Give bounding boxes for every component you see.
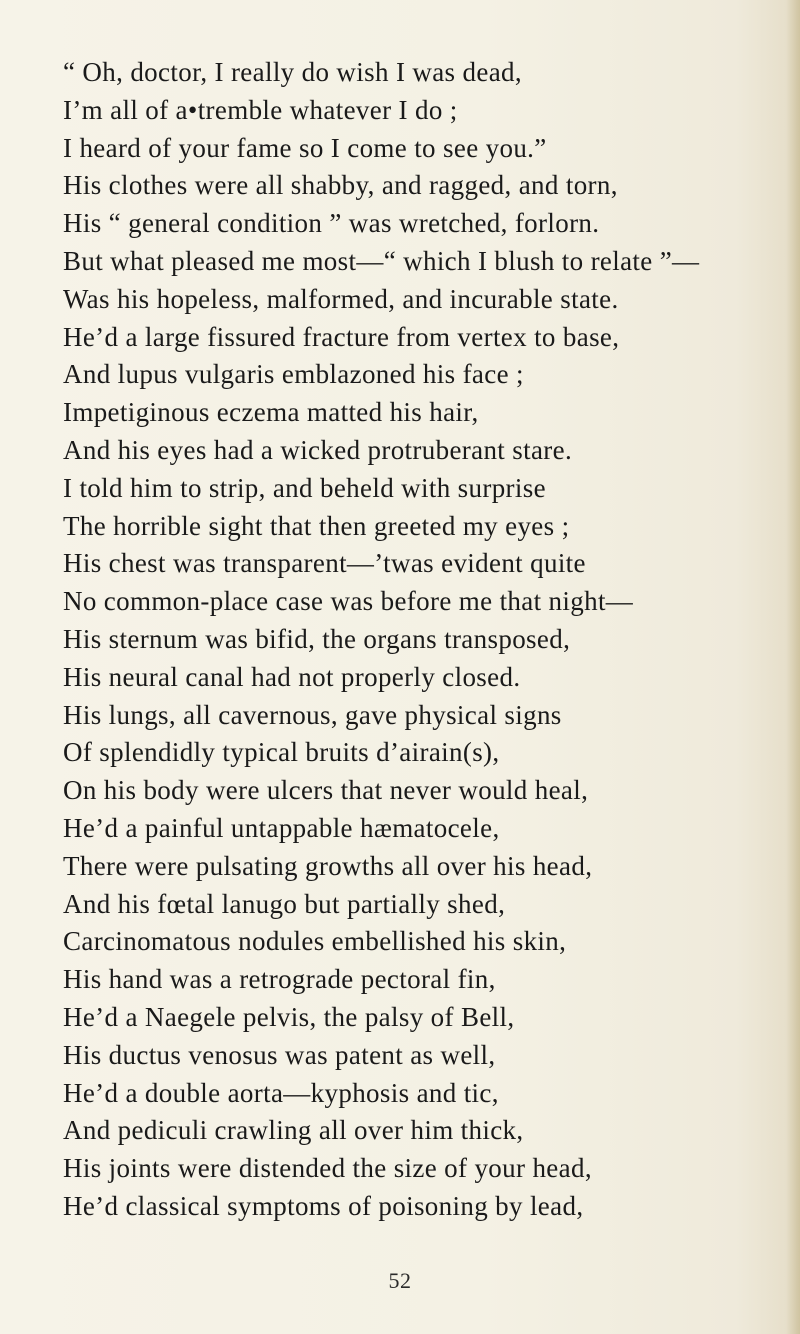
poem-line: Of splendidly typical bruits d’airain(s), [63,737,500,768]
poem-line: The horrible sight that then greeted my eyes ; [63,510,570,541]
poem-line: He’d a painful untappable hæmatocele, [63,812,500,843]
poem-line: He’d a double aorta—kyphosis and tic, [63,1077,499,1108]
poem-line: He’d classical symptoms of poisoning by lead, [63,1190,584,1221]
poem-line: He’d a Naegele pelvis, the palsy of Bell, [63,1001,515,1032]
poem-line: And pediculi crawling all over him thick, [63,1115,524,1146]
poem-line: His chest was transparent—’twas evident quite [63,548,586,579]
poem-line: Impetiginous eczema matted his hair, [63,397,479,428]
poem-line: Was his hopeless, malformed, and incurable state. [63,283,619,314]
poem-line: And his fœtal lanugo but partially shed, [63,888,506,919]
poem-line: His ductus venosus was patent as well, [63,1039,496,1070]
poem-line: His “ general condition ” was wretched, forlorn. [63,208,600,239]
poem-line: And lupus vulgaris emblazoned his face ; [63,359,524,390]
poem-text [63,54,793,1226]
poem-line: I heard of your fame so I come to see you.” [63,132,547,163]
poem-line: I’m all of a•tremble whatever I do ; [63,94,458,125]
poem-line: No common-place case was before me that night— [63,586,634,617]
poem-line: There were pulsating growths all over his head, [63,850,593,881]
poem-line: His neural canal had not properly closed. [63,661,521,692]
poem-line: His hand was a retrograde pectoral fin, [63,964,496,995]
page-number: 52 [388,1268,412,1293]
poem-line: Carcinomatous nodules embellished his skin, [63,926,567,957]
poem-line: I told him to strip, and beheld with surprise [63,472,546,503]
poem-line: His joints were distended the size of your head, [63,1153,592,1184]
poem-line: And his eyes had a wicked protruberant stare. [63,434,573,465]
poem-line: He’d a large fissured fracture from vertex to base, [63,321,620,352]
poem-line: His clothes were all shabby, and ragged, and torn, [63,170,618,201]
poem-line: “ Oh, doctor, I really do wish I was dead, [63,57,522,87]
poem-line: On his body were ulcers that never would heal, [63,775,589,806]
poem-line: His lungs, all cavernous, gave physical signs [63,699,562,730]
poem-line: His sternum was bifid, the organs transposed, [63,623,571,654]
poem-line: But what pleased me most—“ which I blush to relate ”— [63,245,700,276]
